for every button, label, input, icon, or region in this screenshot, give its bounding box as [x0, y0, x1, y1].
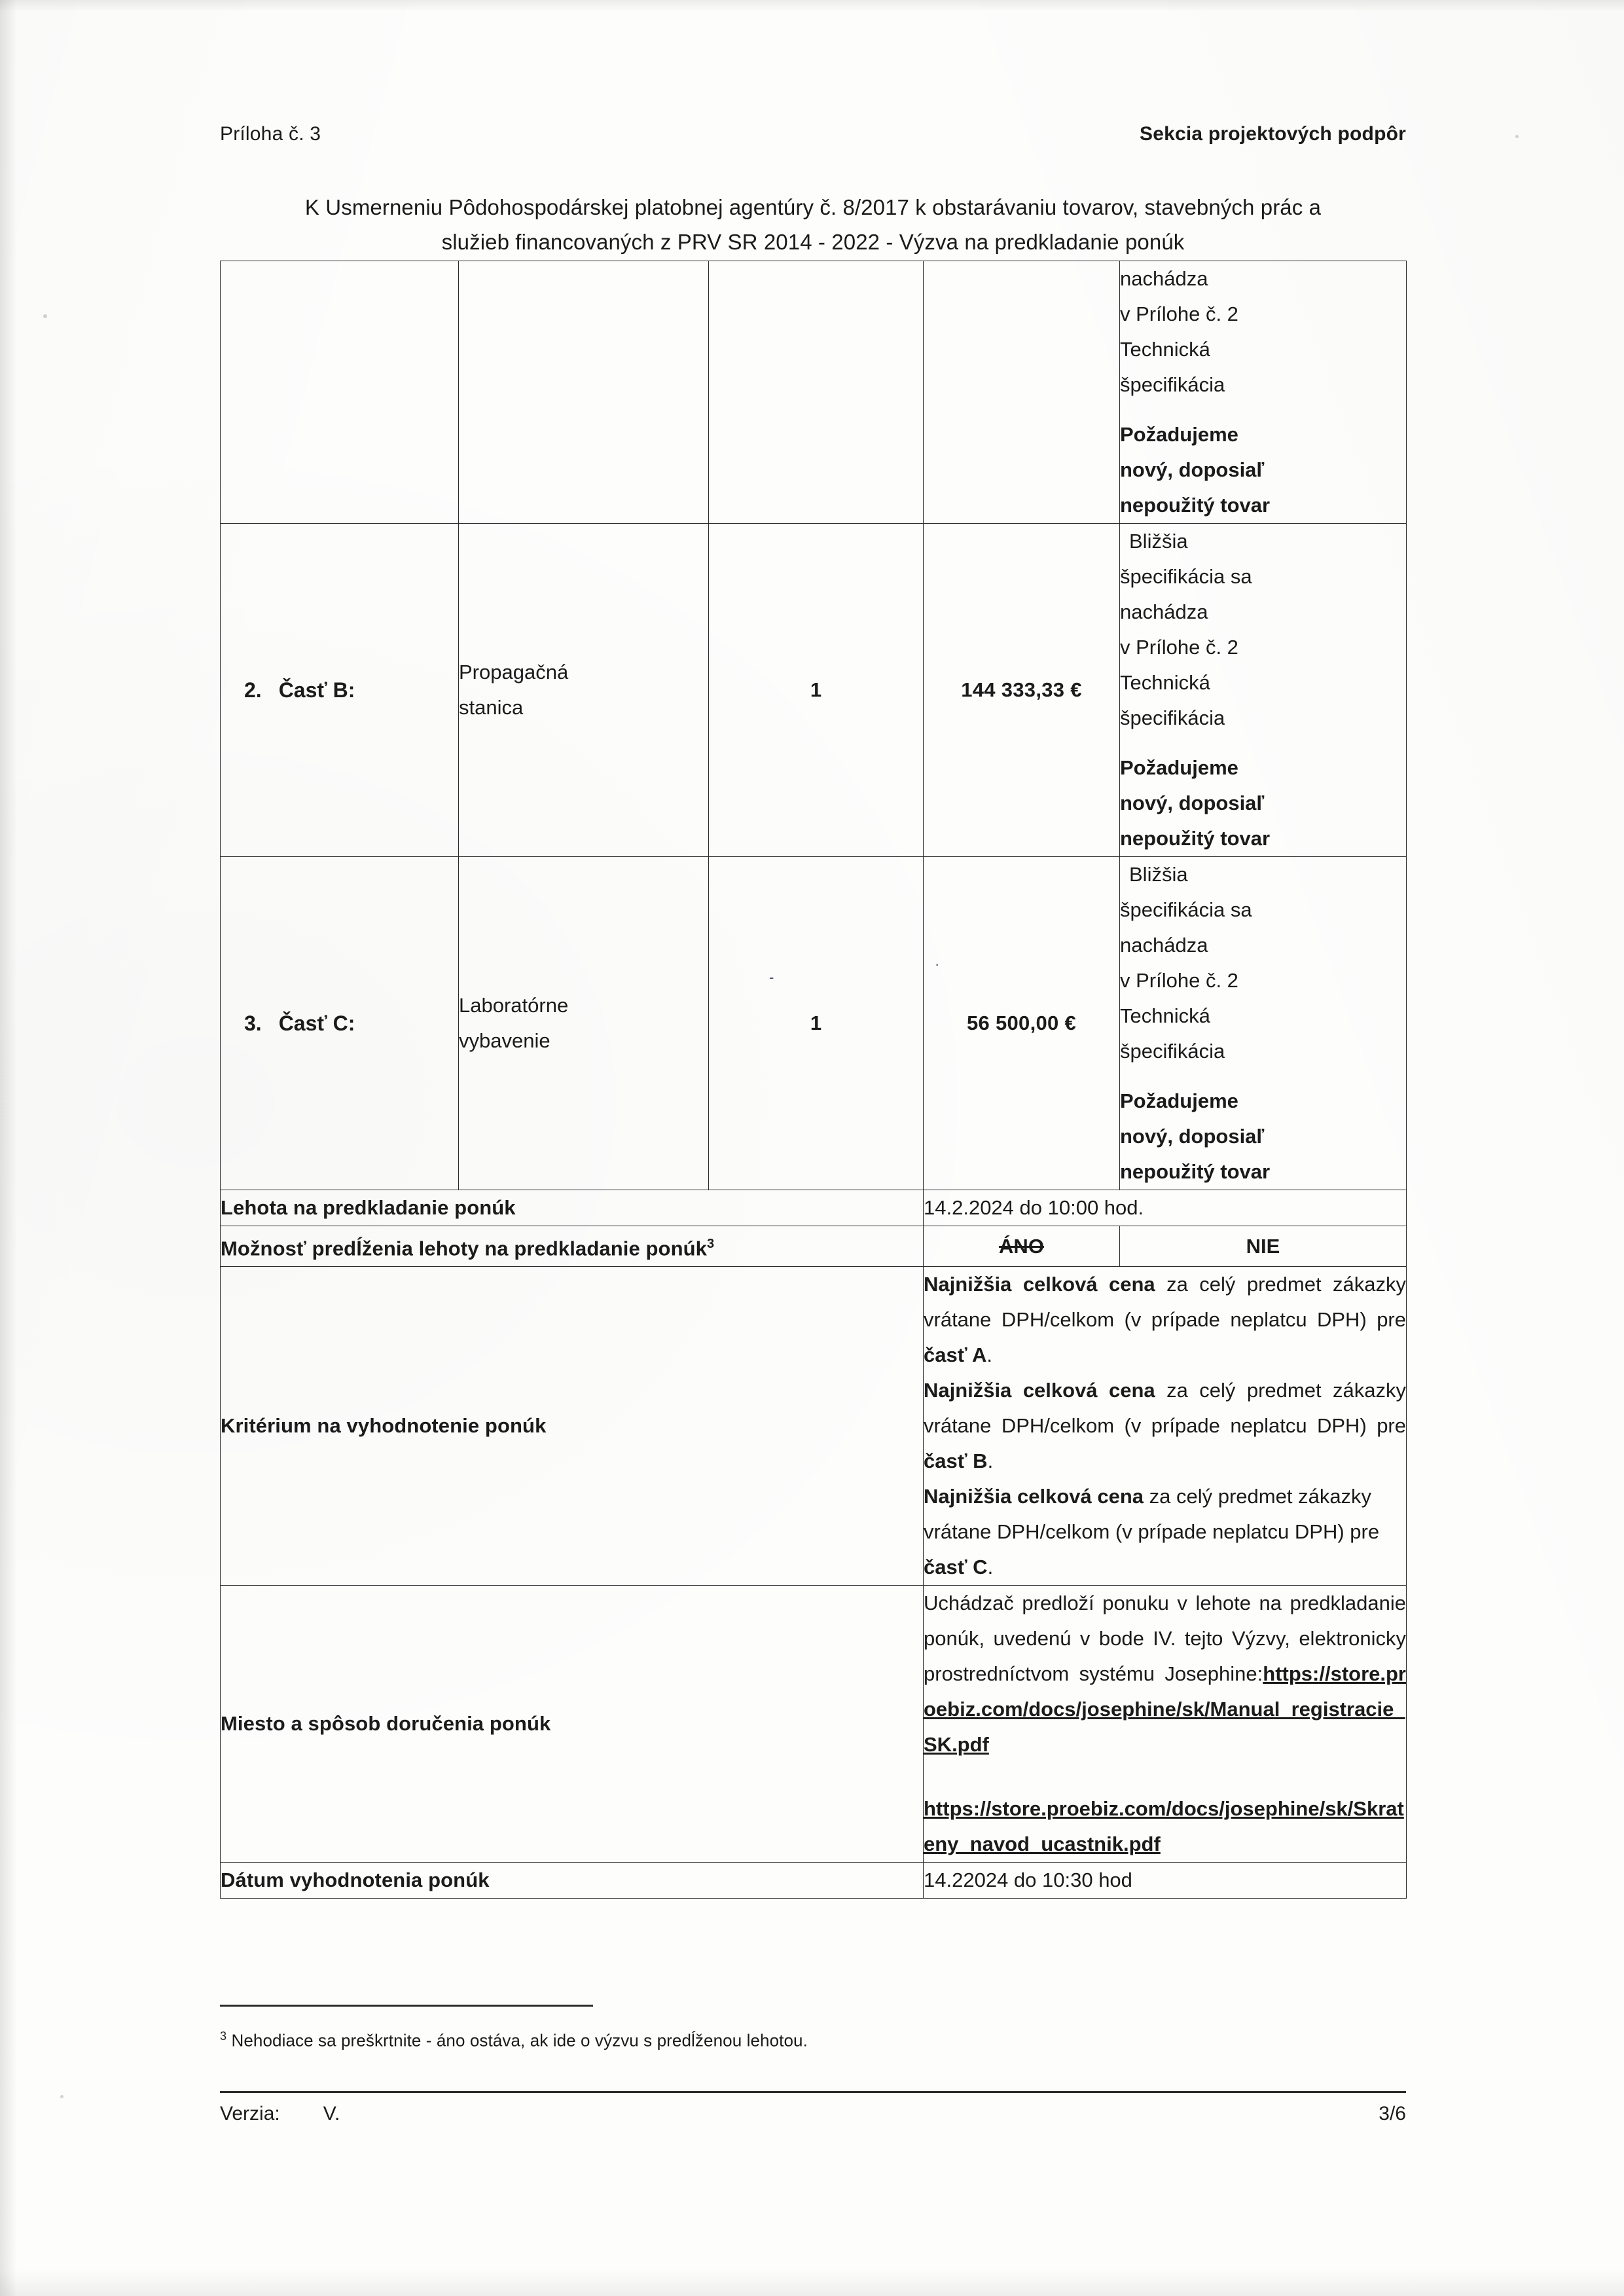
extension-footnote-marker: 3	[707, 1237, 715, 1251]
lot-part-name: Časť C:	[278, 1011, 355, 1035]
criterion-body: za celý predmet zákazky vrátane DPH/celkom (v prípade neplatcu DPH) pre	[924, 1485, 1380, 1544]
spec-line-blizsia: Bližšia	[1129, 863, 1188, 886]
table-row-extension	[221, 1226, 1407, 1267]
spec-gap	[1120, 736, 1406, 750]
criterion-bold-tail: časť A	[924, 1343, 987, 1367]
cell-quantity: 1	[709, 857, 924, 1190]
tender-lots-table	[220, 261, 1407, 1899]
footnote-separator	[220, 2005, 593, 2007]
cell-lot-number	[221, 261, 459, 524]
spec-bold-novy: nový, doposiaľ	[1120, 792, 1265, 814]
criterion-body: za celý predmet zákazky vrátane DPH/celkom (v prípade neplatcu DPH) pre	[924, 1379, 1406, 1438]
cell-specification	[1120, 857, 1407, 1190]
lot-part-name: Časť B:	[278, 678, 355, 702]
spec-bold-nepouzity: nepoužitý tovar	[1120, 494, 1271, 517]
criterion-end: .	[987, 1556, 994, 1579]
cell-lot-number	[221, 524, 459, 857]
footer-version-group	[220, 2103, 340, 2125]
footer-page-number: 3/6	[1379, 2103, 1406, 2124]
spec-bold-pozadujeme: Požadujeme	[1120, 756, 1238, 779]
extension-option-yes[interactable]	[924, 1226, 1120, 1267]
criterion-bold-lead: Najnižšia celková cena	[924, 1485, 1144, 1508]
spec-line-technicka: Technická	[1120, 1004, 1210, 1027]
header-department-label: Sekcia projektových podpôr	[1140, 123, 1406, 145]
page-footer	[220, 2103, 1406, 2125]
cell-price	[924, 261, 1120, 524]
table-row-deadline	[221, 1190, 1407, 1226]
page-header	[220, 123, 1406, 145]
spec-line-technicka: Technická	[1120, 671, 1210, 694]
footnote-marker: 3	[220, 2030, 227, 2043]
footer-version-label: Verzia:	[220, 2103, 280, 2124]
table-row	[221, 857, 1407, 1190]
footnote	[220, 2023, 1333, 2054]
spec-line-technicka: Technická	[1120, 338, 1210, 361]
spec-bold-novy: nový, doposiaľ	[1120, 1125, 1265, 1148]
product-line-2: stanica	[459, 696, 524, 719]
criterion-end: .	[987, 1449, 994, 1473]
spec-line-prilohe: v Prílohe č. 2	[1120, 969, 1238, 992]
footer-version-value: V.	[323, 2103, 340, 2124]
cell-lot-number	[221, 857, 459, 1190]
criterion-end: .	[986, 1343, 993, 1367]
criterion-bold-tail: časť C	[924, 1556, 988, 1579]
cell-quantity	[709, 261, 924, 524]
place-spacer	[924, 1762, 1406, 1791]
deadline-value: 14.2.2024 do 10:00 hod.	[924, 1190, 1407, 1226]
spec-bold-nepouzity: nepoužitý tovar	[1120, 827, 1271, 850]
lot-label-group	[221, 1006, 458, 1041]
spec-gap	[1120, 403, 1406, 417]
spec-line-specifikacia: špecifikácia	[1120, 1040, 1225, 1063]
spec-line-prilohe: v Prílohe č. 2	[1120, 302, 1238, 325]
spec-line-specifikacia: špecifikácia	[1120, 373, 1225, 396]
spec-bold-novy: nový, doposiaľ	[1120, 458, 1265, 481]
cell-quantity: 1	[709, 524, 924, 857]
cell-product	[459, 857, 709, 1190]
page-title-line-1: K Usmerneniu Pôdohospodárskej platobnej agentúry č. 8/2017 k obstarávaniu tovarov, stavebných prác a	[304, 195, 1322, 219]
criterion-bold-lead: Najnižšia celková cena	[924, 1273, 1155, 1296]
spec-line-nachadza: nachádza	[1120, 600, 1208, 623]
spec-gap	[1120, 1069, 1406, 1084]
criterion-bold-tail: časť B	[924, 1449, 988, 1473]
table-row-evaluation	[221, 1863, 1407, 1899]
table-row	[221, 524, 1407, 857]
deadline-label: Lehota na predkladanie ponúk	[221, 1190, 924, 1226]
stray-mark: -	[769, 969, 774, 985]
product-line-2: vybavenie	[459, 1029, 550, 1052]
product-line-1: Laboratórne	[459, 994, 569, 1017]
table-row-continued	[221, 261, 1407, 524]
table-row-place	[221, 1586, 1407, 1863]
footer-separator	[220, 2091, 1406, 2093]
spec-line-specifikacia-sa: špecifikácia sa	[1120, 565, 1252, 588]
stray-mark: ·	[935, 956, 940, 972]
criterion-item	[924, 1267, 1406, 1373]
spec-bold-pozadujeme: Požadujeme	[1120, 423, 1238, 446]
josephine-quickguide-link[interactable]: https://store.proebiz.com/docs/josephine/sk/Skrateny_navod_ucastnik.pdf	[924, 1797, 1404, 1856]
lot-label-group	[221, 672, 458, 708]
lot-number: 3.	[244, 1011, 262, 1035]
page-title	[220, 190, 1406, 259]
product-line-1: Propagačná	[459, 661, 569, 683]
footnote-text: Nehodiace sa preškrtnite - áno ostáva, ak ide o výzvu s predĺženou lehotou.	[226, 2030, 808, 2050]
extension-label-text: Možnosť predĺženia lehoty na predkladanie ponúk	[221, 1237, 707, 1260]
cell-price: 56 500,00 €	[924, 857, 1120, 1190]
evaluation-value: 14.22024 do 10:30 hod	[924, 1863, 1407, 1899]
extension-yes-text: ÁNO	[999, 1234, 1044, 1258]
josephine-manual-link[interactable]: https://store.proebiz.com/docs/josephine/sk/Manual_registracie_SK.pdf	[924, 1662, 1406, 1757]
cell-specification	[1120, 524, 1407, 857]
spec-bold-pozadujeme: Požadujeme	[1120, 1089, 1238, 1112]
extension-option-no[interactable]	[1120, 1226, 1407, 1267]
spec-bold-nepouzity: nepoužitý tovar	[1120, 1160, 1271, 1183]
spec-line-blizsia: Bližšia	[1129, 530, 1188, 553]
place-label: Miesto a spôsob doručenia ponúk	[221, 1586, 924, 1863]
criterion-body: za celý predmet zákazky vrátane DPH/celkom (v prípade neplatcu DPH) pre	[924, 1273, 1406, 1332]
criterion-item	[924, 1373, 1406, 1479]
cell-specification	[1120, 261, 1407, 524]
place-intro	[924, 1586, 1406, 1762]
place-value	[924, 1586, 1407, 1863]
criterion-bold-lead: Najnižšia celková cena	[924, 1379, 1155, 1402]
criterion-item	[924, 1479, 1406, 1585]
evaluation-label: Dátum vyhodnotenia ponúk	[221, 1863, 924, 1899]
spec-line-specifikacia-sa: špecifikácia sa	[1120, 898, 1252, 921]
criterion-label: Kritérium na vyhodnotenie ponúk	[221, 1267, 924, 1586]
cell-product	[459, 524, 709, 857]
header-appendix-label: Príloha č. 3	[220, 123, 321, 145]
lot-number: 2.	[244, 678, 262, 702]
spec-line-nachadza: nachádza	[1120, 934, 1208, 957]
spec-line-specifikacia: špecifikácia	[1120, 706, 1225, 729]
criterion-value	[924, 1267, 1407, 1586]
extension-no-text: NIE	[1246, 1234, 1280, 1258]
table-row-criterion	[221, 1267, 1407, 1586]
spec-line-prilohe: v Prílohe č. 2	[1120, 636, 1238, 659]
extension-label	[221, 1226, 924, 1267]
page-title-line-2: služieb financovaných z PRV SR 2014 - 2022 - Výzva na predkladanie ponúk	[441, 230, 1185, 254]
place-intro-text: Uchádzač predloží ponuku v lehote na predkladanie ponúk, uvedenú v bode IV. tejto Výzvy, elektronicky prostredníctvom systému Josephine:	[924, 1592, 1406, 1686]
spec-line-nachadza: nachádza	[1120, 267, 1208, 290]
place-link-2-wrap	[924, 1791, 1406, 1862]
cell-product	[459, 261, 709, 524]
cell-price: 144 333,33 €	[924, 524, 1120, 857]
